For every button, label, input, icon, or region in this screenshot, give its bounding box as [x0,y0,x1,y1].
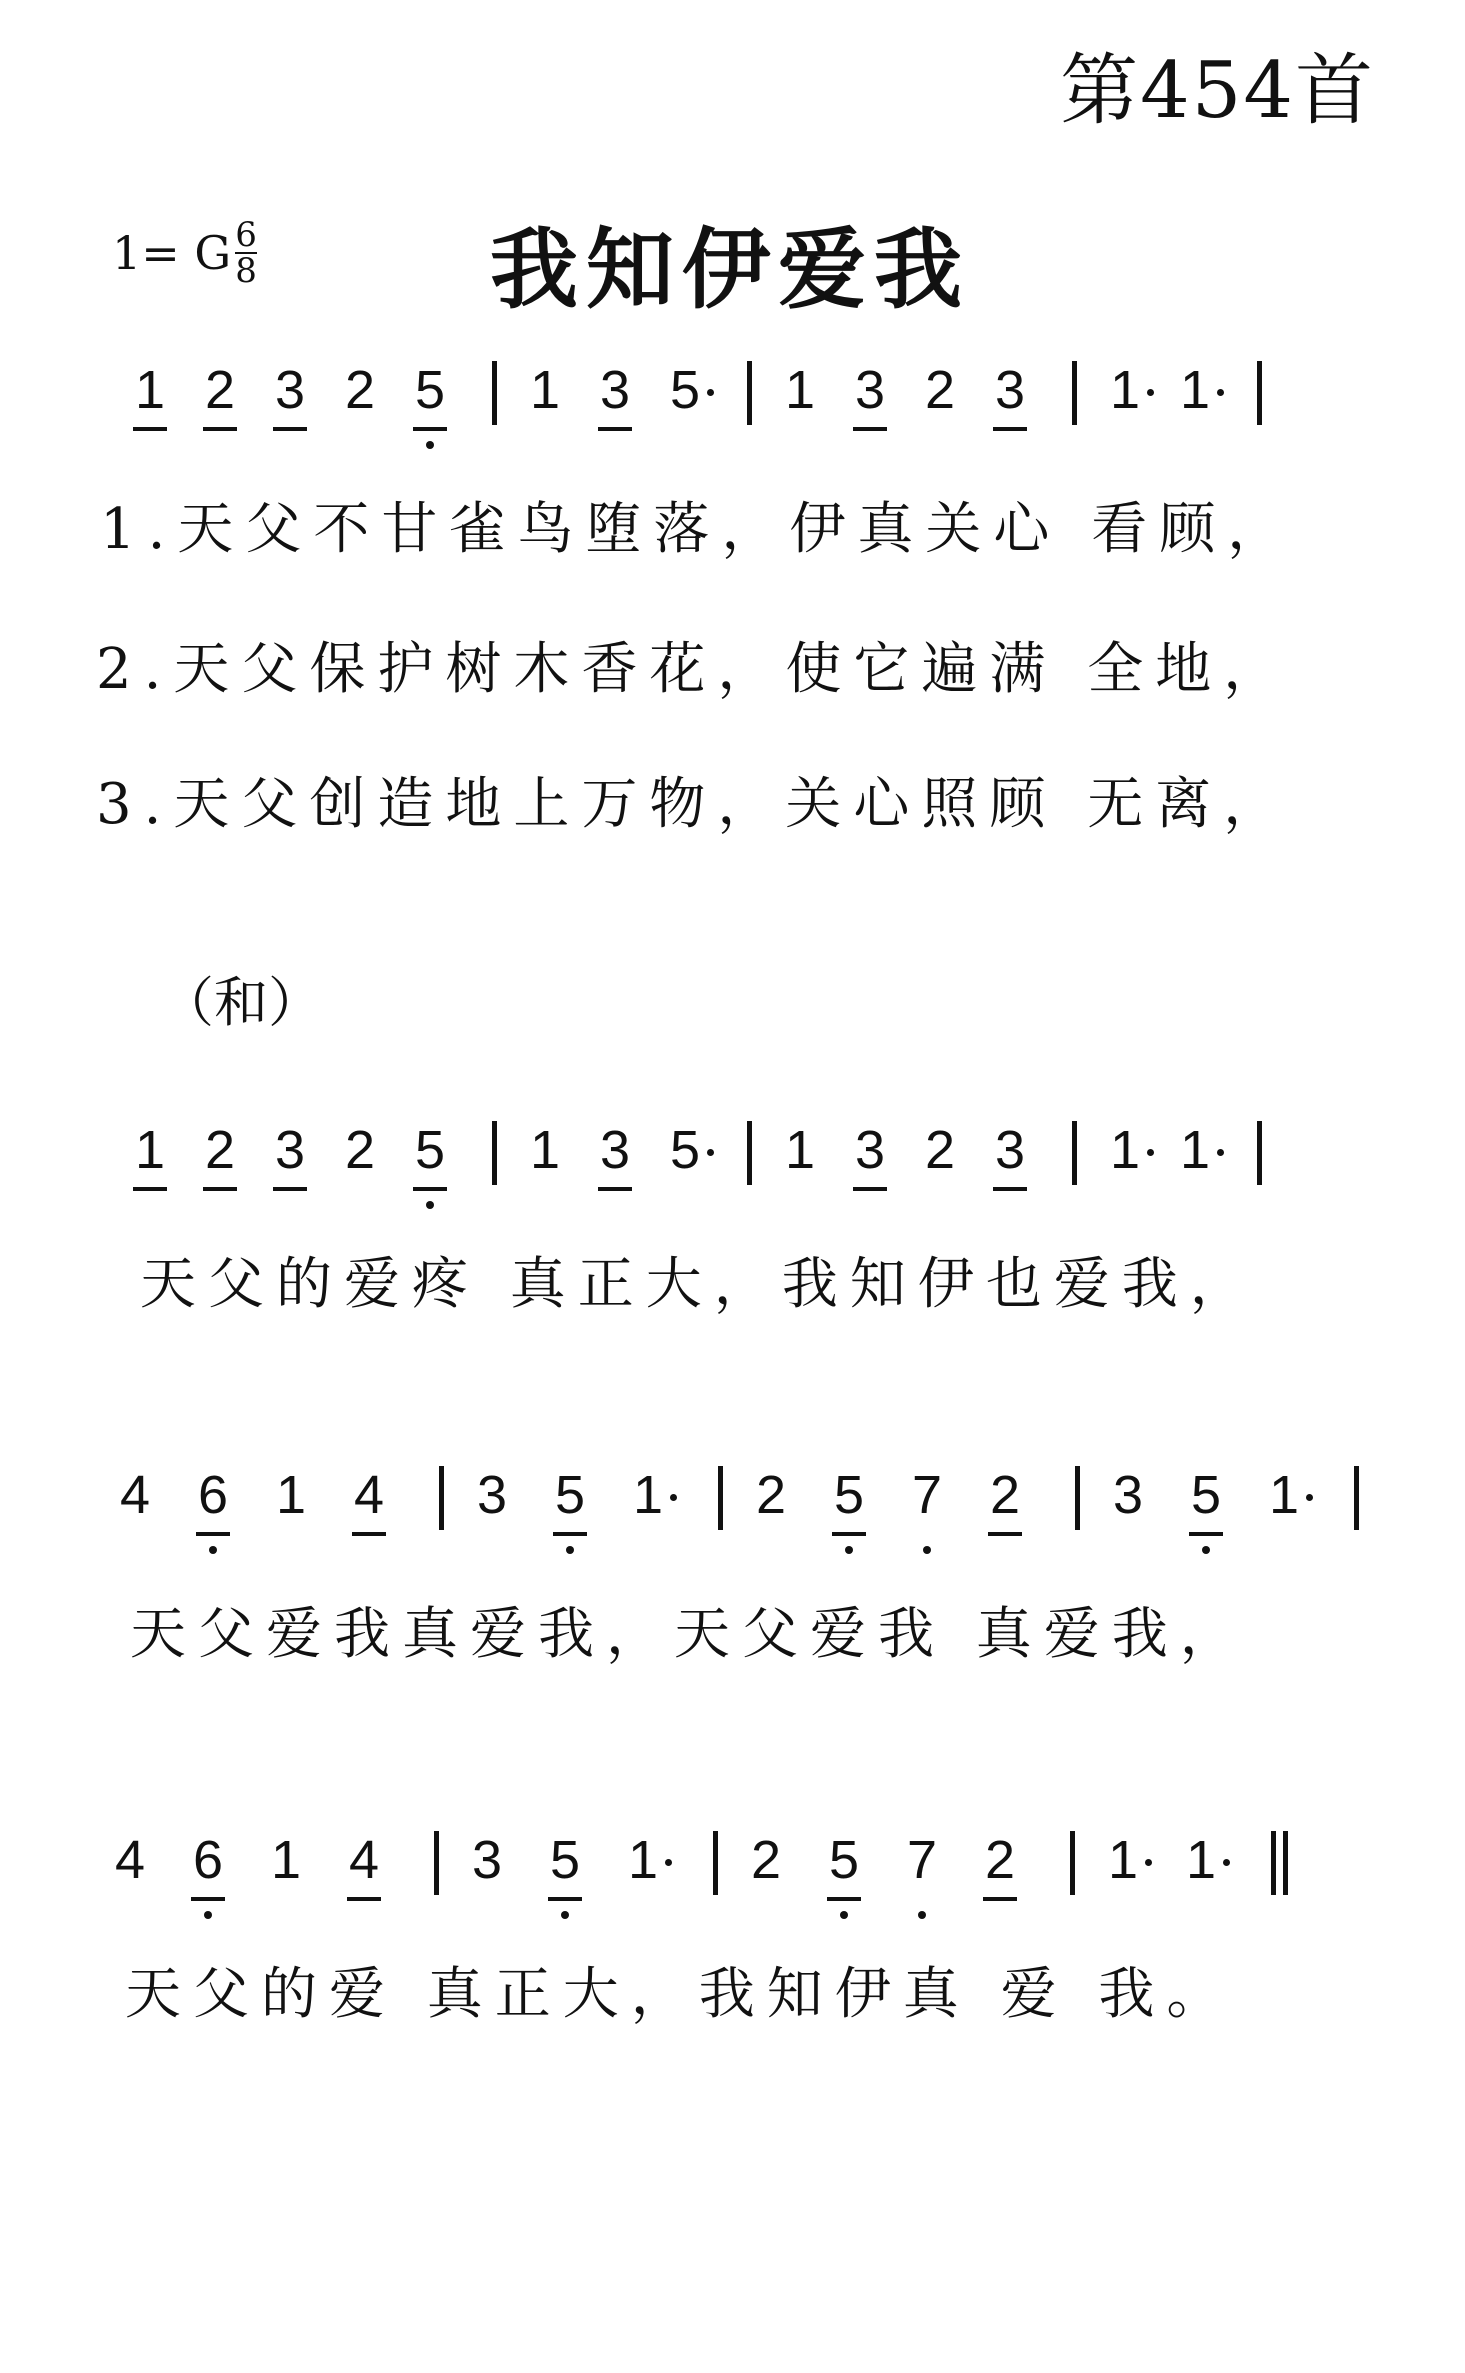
note-digit: 3 [855,355,885,425]
barline [718,1466,723,1530]
note [330,355,390,465]
barline [713,1831,718,1895]
note [814,1825,874,1935]
note [910,355,970,465]
note-digit: 2 [344,1120,376,1180]
note [741,1460,801,1570]
refrain-label: （和） [160,971,322,1034]
note [120,355,180,465]
note-digit: 1 [1110,355,1140,425]
note-digit: 1 [784,1120,816,1180]
note-digit: 1 [784,360,816,420]
note-digit: 7 [907,1825,937,1895]
hymn-number: 第454首 [1060,46,1375,136]
note-digit: 1 [135,355,165,425]
note [980,1115,1040,1225]
note [892,1825,952,1935]
note-digit: 1 [529,360,561,420]
note [618,1460,678,1570]
note-digit: 3 [600,1115,630,1185]
note [334,1825,394,1935]
barline [1070,1831,1075,1895]
note [100,1825,160,1935]
barline [1075,1466,1080,1530]
time-signature [235,215,257,291]
note [190,1115,250,1225]
note-digit: 6 [193,1825,223,1895]
note [1095,355,1155,465]
note [655,1115,715,1225]
note-digit: 1 [1180,355,1210,425]
note [613,1825,673,1935]
note [400,1115,460,1225]
note-digit: 3 [995,1115,1025,1185]
barline [1257,1121,1262,1185]
note [330,1115,390,1225]
refrain-line-2: 天父爱我真爱我，天父爱我 真爱我， [130,1602,1248,1667]
note [1093,1825,1153,1935]
note [120,1115,180,1225]
note-digit: 3 [471,1830,503,1890]
note [840,355,900,465]
note [535,1825,595,1935]
note [400,355,460,465]
note [655,355,715,465]
note [840,1115,900,1225]
note-digit: 2 [755,1465,787,1525]
note-digit: 1 [275,1465,307,1525]
note-digit: 5 [555,1460,585,1530]
note-digit: 1 [135,1115,165,1185]
note-digit: 4 [114,1830,146,1890]
note-digit: 1 [1180,1115,1210,1185]
note-digit: 3 [1112,1465,1144,1525]
verse-1-line: 1.天父不甘雀鸟堕落，伊真关心 看顾， [100,497,1296,562]
note-digit: 4 [119,1465,151,1525]
note-digit: 2 [205,355,235,425]
note-digit: 7 [912,1460,942,1530]
note-digit: 5 [670,1115,700,1185]
note [897,1460,957,1570]
verse-3-line: 3.天父创造地上万物，关心照顾 无离， [96,772,1292,837]
note-digit: 3 [275,1115,305,1185]
note-digit: 1 [633,1460,663,1530]
barline [492,361,497,425]
note [515,355,575,465]
refrain-line-1: 天父的爱疼 真正大，我知伊也爱我， [140,1252,1258,1317]
barline [1072,1121,1077,1185]
note [515,1115,575,1225]
note [260,1115,320,1225]
note-digit: 5 [829,1825,859,1895]
note-digit: 1 [529,1120,561,1180]
barline [439,1466,444,1530]
note-digit: 3 [995,355,1025,425]
note-digit: 2 [990,1460,1020,1530]
note [261,1460,321,1570]
note [770,355,830,465]
note-digit: 3 [600,355,630,425]
note [980,355,1040,465]
note [457,1825,517,1935]
key-label: 1= G [112,226,232,280]
verse-2-line: 2.天父保护树木香花，使它遍满 全地， [96,637,1292,702]
note-digit: 6 [198,1460,228,1530]
note-digit: 3 [855,1115,885,1185]
note-digit: 1 [1269,1460,1299,1530]
note-digit: 1 [1108,1825,1138,1895]
note-digit: 2 [344,360,376,420]
note-digit: 2 [924,360,956,420]
note-digit: 5 [670,355,700,425]
barline [747,1121,752,1185]
key-signature [112,215,257,291]
note-digit: 5 [415,1115,445,1185]
barline [1072,361,1077,425]
note [190,355,250,465]
note [1176,1460,1236,1570]
note-digit: 1 [1110,1115,1140,1185]
note [260,355,320,465]
note [1254,1460,1314,1570]
note-digit: 5 [550,1825,580,1895]
barline [1257,361,1262,425]
note-digit: 2 [924,1120,956,1180]
note [178,1825,238,1935]
note [256,1825,316,1935]
note-digit: 5 [1191,1460,1221,1530]
note-digit: 2 [985,1825,1015,1895]
barline [434,1831,439,1895]
note [970,1825,1030,1935]
refrain-line-3: 天父的爱 真正大，我知伊真 爱 我。 [125,1962,1235,2027]
note-digit: 2 [750,1830,782,1890]
time-numerator: 6 [235,215,257,255]
time-denominator: 8 [235,251,257,291]
note [585,1115,645,1225]
note-digit: 1 [270,1830,302,1890]
note-digit: 4 [349,1825,379,1895]
note [585,355,645,465]
note [1165,355,1225,465]
note [183,1460,243,1570]
barline [747,361,752,425]
note [819,1460,879,1570]
note [339,1460,399,1570]
note [540,1460,600,1570]
note [770,1115,830,1225]
note [975,1460,1035,1570]
note [736,1825,796,1935]
barline [1354,1466,1359,1530]
note-digit: 4 [354,1460,384,1530]
note [1171,1825,1231,1935]
barline [492,1121,497,1185]
note [1165,1115,1225,1225]
hymn-title: 我知伊爱我 [490,217,971,321]
note [1098,1460,1158,1570]
note-digit: 5 [834,1460,864,1530]
note-digit: 3 [275,355,305,425]
note [910,1115,970,1225]
note-digit: 2 [205,1115,235,1185]
note-digit: 1 [628,1825,658,1895]
note-digit: 5 [415,355,445,425]
note-digit: 3 [476,1465,508,1525]
note-digit: 1 [1186,1825,1216,1895]
note [462,1460,522,1570]
note [105,1460,165,1570]
final-barline [1271,1831,1276,1895]
note [1095,1115,1155,1225]
